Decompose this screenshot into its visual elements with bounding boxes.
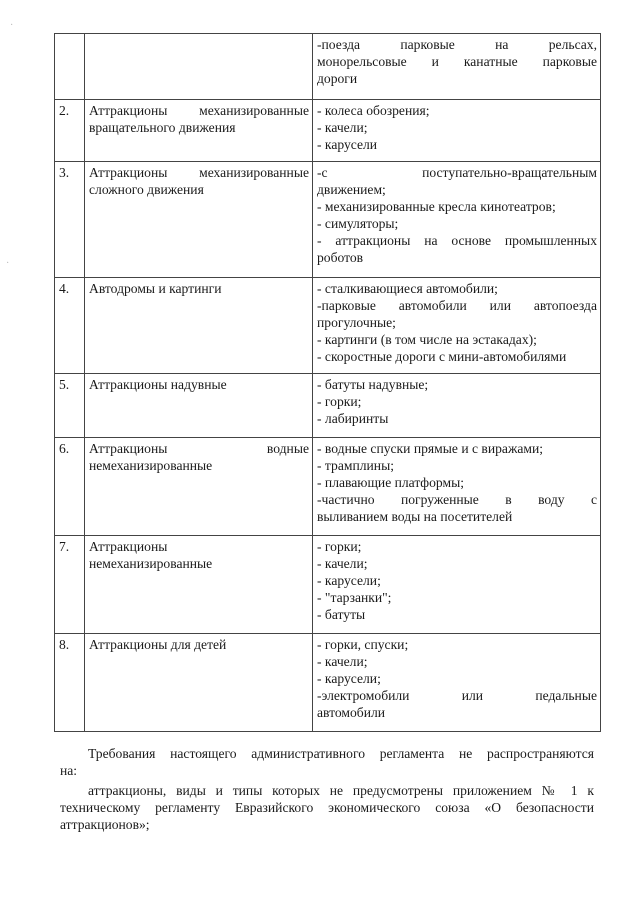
attraction-class	[85, 100, 313, 162]
table-row	[55, 634, 601, 732]
row-number	[55, 34, 85, 100]
example-line: - сталкивающиеся автомобили;	[317, 281, 498, 296]
example-line: - аттракционы на основе промышленных	[317, 233, 597, 248]
example-line: - батуты	[317, 607, 366, 622]
class-line: Аттракционы для детей	[89, 637, 227, 652]
attractions-table	[54, 33, 601, 732]
attraction-examples	[313, 536, 601, 634]
example-line: - качели;	[317, 654, 368, 669]
paragraph-scope	[60, 745, 594, 779]
example-line: -электромобили или педальные	[317, 688, 597, 703]
example-line: прогулочные;	[317, 315, 396, 330]
example-line: выливанием воды на посетителей	[317, 509, 513, 524]
example-line: - качели;	[317, 120, 368, 135]
attraction-examples	[313, 34, 601, 100]
example-line: - скоростные дороги с мини-автомобилями	[317, 349, 567, 364]
table-row	[55, 34, 601, 100]
row-number: 2.	[55, 100, 85, 162]
example-line: -поезда парковые на рельсах,	[317, 37, 597, 52]
paragraph-line: техническому регламенту Евразийского экономического союза «О безопасности	[60, 800, 594, 815]
row-number: 5.	[55, 374, 85, 438]
example-line: - "тарзанки";	[317, 590, 392, 605]
example-line: - симуляторы;	[317, 216, 399, 231]
class-line: вращательного движения	[89, 120, 236, 135]
row-number: 7.	[55, 536, 85, 634]
table-row	[55, 536, 601, 634]
class-line: Аттракционы надувные	[89, 377, 227, 392]
table-row	[55, 438, 601, 536]
scan-speck: ·	[10, 20, 14, 31]
attraction-examples	[313, 100, 601, 162]
example-line: - карусели	[317, 137, 378, 152]
attraction-class	[85, 536, 313, 634]
attraction-class	[85, 438, 313, 536]
example-line: роботов	[317, 250, 364, 265]
table-row	[55, 100, 601, 162]
class-line: Аттракционы водные	[89, 441, 309, 456]
class-line: немеханизированные	[89, 458, 213, 473]
attraction-class	[85, 162, 313, 278]
paragraph-exclusion	[60, 782, 594, 833]
attraction-examples	[313, 634, 601, 732]
example-line: - лабиринты	[317, 411, 389, 426]
example-line: - горки;	[317, 394, 362, 409]
attraction-examples	[313, 162, 601, 278]
class-line: немеханизированные	[89, 556, 213, 571]
attraction-class	[85, 34, 313, 100]
example-line: монорельсовые и канатные парковые	[317, 54, 597, 69]
scan-speck: ·	[6, 258, 10, 269]
row-number: 4.	[55, 278, 85, 374]
class-line: Аттракционы	[89, 539, 168, 554]
example-line: автомобили	[317, 705, 386, 720]
example-line: -парковые автомобили или автопоезда	[317, 298, 597, 313]
attraction-examples	[313, 374, 601, 438]
example-line: - водные спуски прямые и с виражами;	[317, 441, 544, 456]
example-line: движением;	[317, 182, 386, 197]
attraction-class	[85, 374, 313, 438]
row-number: 3.	[55, 162, 85, 278]
example-line: - картинги (в том числе на эстакадах);	[317, 332, 537, 347]
class-line: Аттракционы механизированные	[89, 103, 309, 118]
class-line: сложного движения	[89, 182, 204, 197]
table-row	[55, 374, 601, 438]
paragraph-line: аттракционов»;	[60, 817, 150, 832]
paragraph-line: Требования настоящего административного регламента не распространяются	[88, 746, 594, 761]
class-line: Автодромы и картинги	[89, 281, 222, 296]
example-line: - механизированные кресла кинотеатров;	[317, 199, 556, 214]
example-line: - горки, спуски;	[317, 637, 409, 652]
example-line: - качели;	[317, 556, 368, 571]
class-line: Аттракционы механизированные	[89, 165, 309, 180]
example-line: -с поступательно-вращательным	[317, 165, 597, 180]
example-line: - карусели;	[317, 671, 381, 686]
example-line: - батуты надувные;	[317, 377, 429, 392]
table-row	[55, 278, 601, 374]
attraction-examples	[313, 278, 601, 374]
paragraph-line: на:	[60, 763, 78, 778]
attraction-class	[85, 634, 313, 732]
example-line: - плавающие платформы;	[317, 475, 465, 490]
row-number: 8.	[55, 634, 85, 732]
example-line: - колеса обозрения;	[317, 103, 430, 118]
paragraph-line: аттракционы, виды и типы которых не предусмотрены приложением № 1 к	[88, 783, 594, 798]
example-line: - карусели;	[317, 573, 381, 588]
attraction-examples	[313, 438, 601, 536]
example-line: дороги	[317, 71, 358, 86]
example-line: - горки;	[317, 539, 362, 554]
example-line: -частично погруженные в воду с	[317, 492, 597, 507]
example-line: - трамплины;	[317, 458, 394, 473]
row-number: 6.	[55, 438, 85, 536]
attraction-class	[85, 278, 313, 374]
table-row	[55, 162, 601, 278]
